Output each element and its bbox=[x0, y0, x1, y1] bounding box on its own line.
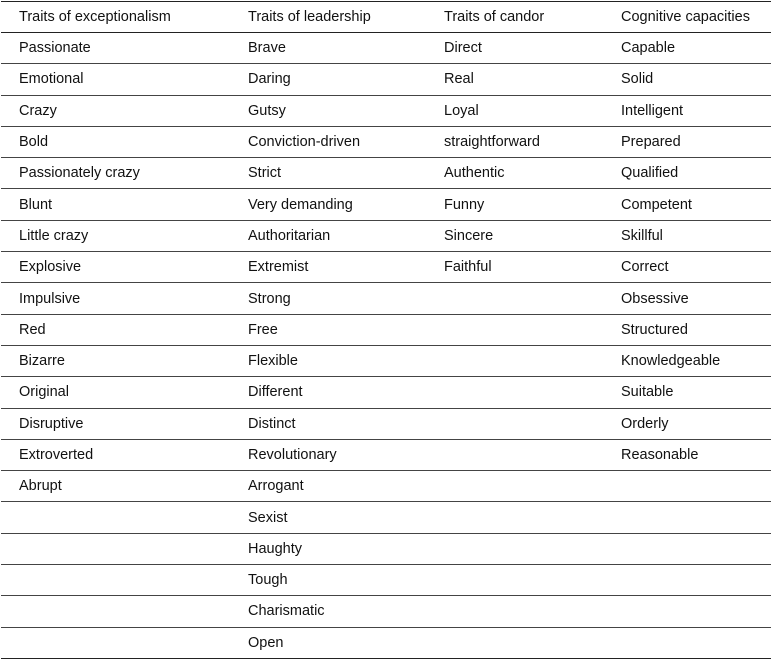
cell-candor bbox=[426, 502, 603, 533]
cell-candor: Sincere bbox=[444, 227, 494, 244]
cell-cognitive: Suitable bbox=[621, 384, 674, 401]
cell-candor bbox=[426, 377, 603, 408]
table-row bbox=[1, 64, 771, 95]
cell-leadership: Revolutionary bbox=[248, 447, 337, 463]
cell-cognitive: Skillful bbox=[621, 227, 663, 244]
header-cognitive: Cognitive capacities bbox=[621, 9, 750, 25]
traits-table bbox=[1, 1, 771, 659]
cell-candor: Authentic bbox=[444, 165, 505, 182]
cell-leadership: Charismatic bbox=[248, 603, 325, 620]
cell-exceptionalism: Red bbox=[19, 321, 46, 338]
cell-candor: straightforward bbox=[444, 134, 540, 151]
cell-cognitive: Correct bbox=[621, 259, 669, 276]
cell-exceptionalism bbox=[1, 565, 230, 596]
cell-candor: Direct bbox=[444, 40, 482, 57]
table-row bbox=[1, 627, 771, 658]
cell-leadership: Different bbox=[248, 384, 303, 401]
cell-leadership: Arrogant bbox=[248, 478, 304, 495]
cell-exceptionalism bbox=[1, 533, 230, 564]
cell-candor: Faithful bbox=[444, 259, 492, 276]
cell-exceptionalism: Original bbox=[19, 384, 69, 401]
table-row bbox=[1, 596, 771, 627]
cell-exceptionalism: Passionately crazy bbox=[19, 165, 140, 182]
cell-leadership: Conviction-driven bbox=[248, 134, 361, 151]
cell-leadership: Brave bbox=[248, 40, 286, 57]
cell-leadership: Daring bbox=[248, 71, 291, 88]
table-row bbox=[1, 345, 771, 376]
header-candor: Traits of candor bbox=[444, 9, 545, 25]
cell-candor bbox=[426, 596, 603, 627]
cell-exceptionalism: Explosive bbox=[19, 259, 82, 276]
table-row bbox=[1, 439, 771, 470]
cell-exceptionalism: Bizarre bbox=[19, 353, 65, 370]
cell-cognitive: Solid bbox=[621, 71, 654, 88]
header-row bbox=[1, 2, 771, 33]
cell-cognitive: Knowledgeable bbox=[621, 353, 721, 370]
cell-candor bbox=[426, 627, 603, 658]
table-row bbox=[1, 158, 771, 189]
cell-candor bbox=[426, 408, 603, 439]
cell-leadership: Strong bbox=[248, 290, 291, 307]
cell-leadership: Extremist bbox=[248, 259, 309, 276]
table-row bbox=[1, 502, 771, 533]
cell-leadership: Very demanding bbox=[248, 196, 353, 213]
cell-leadership: Distinct bbox=[248, 415, 296, 432]
cell-cognitive: Structured bbox=[621, 321, 688, 338]
cell-candor: Loyal bbox=[444, 102, 479, 119]
table-row bbox=[1, 252, 771, 283]
cell-cognitive: Prepared bbox=[621, 134, 681, 151]
cell-cognitive: Competent bbox=[621, 196, 692, 213]
cell-exceptionalism: Disruptive bbox=[19, 415, 84, 432]
table-body bbox=[1, 33, 771, 659]
table-header bbox=[1, 2, 771, 33]
table-row bbox=[1, 314, 771, 345]
table-row bbox=[1, 533, 771, 564]
cell-cognitive: Orderly bbox=[621, 415, 669, 432]
cell-exceptionalism bbox=[1, 596, 230, 627]
cell-cognitive: Obsessive bbox=[621, 290, 689, 307]
cell-candor bbox=[426, 314, 603, 345]
cell-exceptionalism: Emotional bbox=[19, 71, 84, 88]
table-row bbox=[1, 95, 771, 126]
cell-exceptionalism: Passionate bbox=[19, 40, 91, 57]
cell-exceptionalism: Bold bbox=[19, 134, 49, 151]
cell-candor bbox=[426, 533, 603, 564]
cell-candor bbox=[426, 565, 603, 596]
cell-leadership: Flexible bbox=[248, 353, 298, 370]
cell-candor bbox=[426, 283, 603, 314]
cell-candor: Real bbox=[444, 71, 474, 88]
cell-exceptionalism: Abrupt bbox=[19, 478, 62, 495]
header-leadership: Traits of leadership bbox=[248, 9, 371, 25]
cell-leadership: Sexist bbox=[248, 509, 288, 526]
cell-cognitive: Capable bbox=[621, 40, 676, 57]
cell-exceptionalism bbox=[1, 502, 230, 533]
table-row bbox=[1, 408, 771, 439]
cell-cognitive bbox=[603, 471, 771, 502]
cell-cognitive: Qualified bbox=[621, 165, 679, 182]
table-row bbox=[1, 220, 771, 251]
cell-leadership: Open bbox=[248, 634, 284, 651]
cell-cognitive bbox=[603, 596, 771, 627]
table-row bbox=[1, 471, 771, 502]
cell-exceptionalism bbox=[1, 627, 230, 658]
table-row bbox=[1, 33, 771, 64]
cell-leadership: Strict bbox=[248, 165, 282, 182]
cell-cognitive bbox=[603, 565, 771, 596]
cell-cognitive bbox=[603, 627, 771, 658]
cell-cognitive: Intelligent bbox=[621, 102, 684, 119]
cell-cognitive: Reasonable bbox=[621, 447, 699, 463]
cell-leadership: Authoritarian bbox=[248, 227, 331, 244]
cell-candor bbox=[426, 345, 603, 376]
cell-candor bbox=[426, 471, 603, 502]
cell-candor bbox=[426, 439, 603, 470]
table-row bbox=[1, 283, 771, 314]
cell-leadership: Tough bbox=[248, 572, 288, 589]
cell-exceptionalism: Blunt bbox=[19, 196, 53, 213]
table-row bbox=[1, 126, 771, 157]
cell-exceptionalism: Crazy bbox=[19, 102, 57, 119]
cell-candor: Funny bbox=[444, 196, 485, 213]
cell-leadership: Haughty bbox=[248, 540, 303, 557]
cell-leadership: Gutsy bbox=[248, 102, 286, 119]
cell-exceptionalism: Impulsive bbox=[19, 290, 81, 307]
cell-cognitive bbox=[603, 502, 771, 533]
table-row bbox=[1, 189, 771, 220]
cell-cognitive bbox=[603, 533, 771, 564]
cell-exceptionalism: Little crazy bbox=[19, 227, 89, 244]
table-row bbox=[1, 565, 771, 596]
table-row bbox=[1, 377, 771, 408]
cell-exceptionalism: Extroverted bbox=[19, 447, 94, 463]
header-exceptionalism: Traits of exceptionalism bbox=[19, 9, 171, 25]
cell-leadership: Free bbox=[248, 321, 278, 338]
